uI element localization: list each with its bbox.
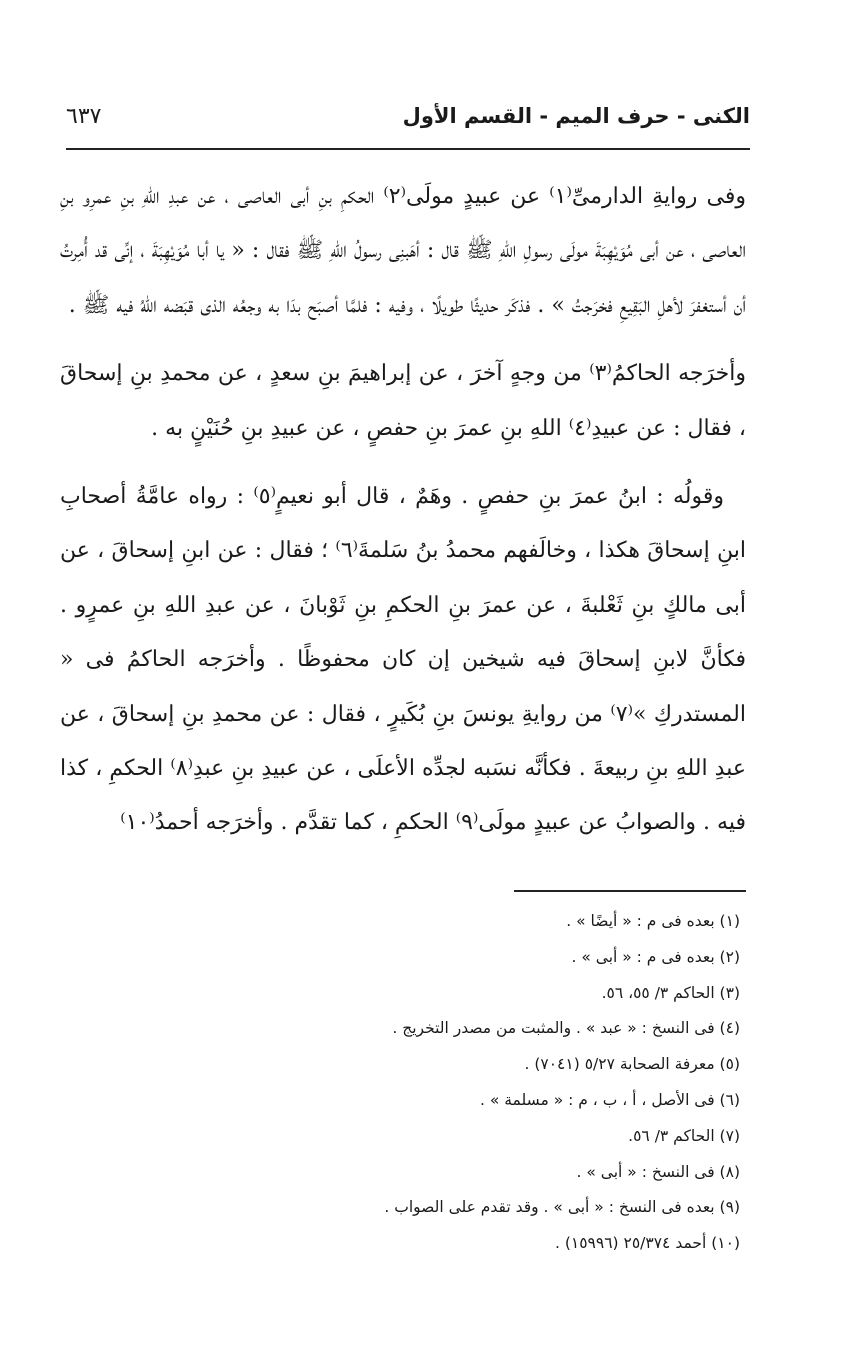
footnotes	[60, 904, 740, 1262]
running-title: الكنى - حرف الميم - القسم الأول	[402, 104, 750, 128]
main-text	[60, 170, 746, 851]
footnote-6: (٦) فى الأصل ، أ ، ب ، م : « مسلمة » .	[479, 1090, 740, 1109]
paragraph-3: وقولُه : ابنُ عمرَ بنِ حفصٍ . وهَمٌ ، قال أبو نعيمٍ⁽٥⁾ : رواه عامَّةُ أصحابِ ابنِ إسحاقَ هكذا ، وخالَفهم محمدُ بنُ سَلمةَ⁽٦⁾ ؛ فقال : عن ابنِ إسحاقَ ، عن أبى مالكٍ بنِ ثَعْلبةَ ، عن عمرَ بنِ الحكمِ بنِ ثَوْبانَ ، عن عبدِ اللهِ بنِ عمرٍو . فكأنَّ لابنِ إسحاقَ فيه شيخين إن كان محفوظًا . وأخرَجه الحاكمُ فى « المستدركِ »⁽٧⁾ من روايةِ يونسَ بنِ بُكَيرٍ ، فقال : عن محمدِ بنِ إسحاقَ ، عن عبدِ اللهِ بنِ ربيعةَ . فكأنَّه نسَبه لجدِّه الأعلَى ، عن عبيدِ بنِ عبدِ⁽٨⁾ الحكمِ ، كذا فيه . والصوابُ عن عبيدٍ مولَى⁽٩⁾ الحكمِ ، كما تقدَّم . وأخرَجه أحمدُ⁽١٠⁾	[60, 484, 747, 836]
footnote-3: (٣) الحاكم ٣/ ٥٥، ٥٦.	[601, 983, 740, 1002]
footnote-4: (٤) فى النسخ : « عبد » . والمثبت من مصدر التخريج .	[392, 1019, 740, 1038]
footnote-5: (٥) معرفة الصحابة ٥/٢٧ (٧٠٤١) .	[524, 1055, 740, 1074]
footnote-divider	[514, 890, 746, 892]
page-header	[66, 96, 750, 136]
footnote-10: (١٠) أحمد ٢٥/٣٧٤ (١٥٩٩٦) .	[555, 1234, 740, 1253]
paragraph-1: وفى روايةِ الدارمىِّ⁽١⁾ عن عبيدٍ مولَى⁽٢⁾ الحكمِ بنِ أبى العاصى ، عن عبدِ اللهِ بنِ عمرِو بنِ العاصى ، عن أبى مُوَيْهِبَةَ مولَى رسولِ اللهِ ﷺ قال : أهَبنِى رسولُ اللهِ ﷺ فقال : « يا أبا مُوَيْهِبَةَ ، إنِّى قد أُمِرتُ أن أستغفرَ لأهلِ البَقِيعِ فخرَجتُ » . فذكَر حديثًا طويلًا ، وفيه : فلمَّا أصبَح بدَا به وجعُه الذى قبَضه اللهُ فيه ﷺ .	[60, 184, 746, 318]
paragraph-2: وأخرَجه الحاكمُ⁽٣⁾ من وجهٍ آخرَ ، عن إبراهيمَ بنِ سعدٍ ، عن محمدِ بنِ إسحاقَ ، فقال : عن عبيدِ⁽٤⁾ اللهِ بنِ عمرَ بنِ حفصٍ ، عن عبيدِ بنِ حُنَيْنٍ به .	[60, 361, 746, 441]
footnote-9: (٩) بعده فى النسخ : « أبى » . وقد تقدم على الصواب .	[384, 1198, 740, 1217]
footnote-7: (٧) الحاكم ٣/ ٥٦.	[628, 1126, 740, 1145]
footnote-8: (٨) فى النسخ : « أبى » .	[576, 1162, 740, 1181]
header-divider	[66, 148, 750, 150]
page-number: ٦٣٧	[66, 103, 102, 129]
footnote-2: (٢) بعده فى م : « أبى » .	[571, 947, 740, 966]
footnote-1: (١) بعده فى م : « أيضًا » .	[566, 912, 740, 930]
